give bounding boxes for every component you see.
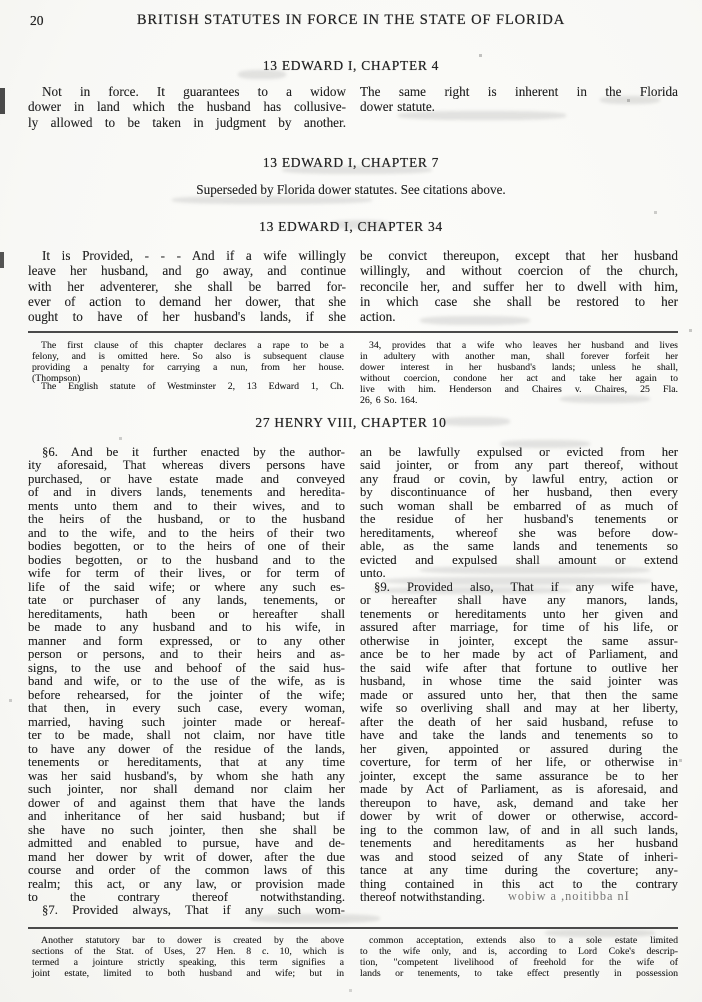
text-line: married, having such jointer made or hereaf- (28, 714, 345, 729)
bottom-footnote-right (360, 936, 678, 980)
text-line: tion, "competent livelihood of freehold for the wife of (360, 956, 678, 968)
text-line: Not in force. It guarantees to a widow (42, 84, 346, 99)
text-line: hereditaments, hath been or hereafter shall (28, 606, 345, 621)
text-line: tenements or hereditaments unto her given and (360, 606, 678, 621)
text-line: such woman shall be embarred of as much of (360, 498, 678, 513)
text-line: without coercion, condone her act and take her again to (360, 372, 678, 384)
running-header-title: BRITISH STATUTES IN FORCE IN THE STATE OF FLORIDA (136, 12, 566, 28)
text-line: realm; this act, or any law, or provision made (28, 876, 345, 891)
text-line: ance be to her made by act of Parliament, and (360, 647, 678, 662)
text-line: said jointer, or from any part thereof, without (360, 458, 678, 473)
text-line: made by Act of Parliament, as is aforesaid, and (360, 782, 678, 797)
text-line: in which case she shall be restored to her (360, 293, 678, 309)
text-line: dower statute. (360, 99, 435, 115)
text-line: It is Provided, - - - And if a wife willingly (42, 248, 346, 263)
scan-smudge (420, 316, 530, 325)
text-line: (Thompson) (32, 372, 81, 384)
text-line: and to the wife, and to the heirs of their two (28, 525, 345, 540)
text-line: common acceptation, extends also to a sole estate limited (369, 935, 678, 946)
text-line: ity aforesaid, That whereas divers persons have (28, 458, 345, 473)
scan-smudge (600, 96, 660, 104)
text-line: the residue of her husband's tenements or (360, 512, 678, 527)
text-line: ter to be made, shall not claim, nor have title (28, 728, 345, 743)
text-line: evicted and expulsed shall amount or extend (360, 552, 678, 567)
text-line: bodies begotten, or to the heirs of one of their (28, 539, 345, 554)
text-line: dower of and against them that have the lands (28, 795, 345, 810)
text-line: an be lawfully expulsed or evicted from her (360, 445, 678, 459)
text-line: 26, 6 So. 164. (360, 394, 418, 406)
scan-smudge (500, 440, 590, 448)
text-line: Another statutory bar to dower is created by the above (41, 935, 344, 946)
text-line: thing contained in this act to the contrary (360, 876, 678, 891)
scan-smudge (372, 587, 572, 594)
text-line: admitted and enabled to pursue, have and de- (28, 836, 345, 851)
text-line: band and wife, or to the use of the wife, as is (28, 674, 345, 689)
text-line: purchased, or have estate made and conveyed (28, 471, 345, 486)
text-line: §6. And be it further enacted by the author- (42, 445, 345, 459)
scan-smudge (172, 196, 372, 204)
text-line: coverture, for term of her life, or otherwise in (360, 755, 678, 770)
text-line: §7. Provided always, That if any such wom- (42, 903, 345, 918)
text-line: tate or purchaser of any lands, tenements, or (28, 593, 345, 608)
text-line: able, as the same lands and tenements so (360, 539, 678, 554)
text-line: assured after marriage, for time of his life, or (360, 620, 678, 635)
text-line: 34, provides that a wife who leaves her husband and lives (369, 340, 678, 351)
text-line: action. (360, 309, 396, 325)
text-line: providing a penalty for carrying a nun, from her house. (32, 361, 344, 373)
text-line: §9. Provided also, That if any wife have, (374, 579, 678, 594)
text-line: life of the said wife; or where any such es- (28, 579, 345, 594)
text-line: husband, in whose time the said jointer was (360, 674, 678, 689)
scan-smudge (250, 914, 380, 923)
text-line: leave her husband, and go away, and continue (28, 263, 346, 279)
text-line: ing to the common law, of and in all such lands, (360, 822, 678, 837)
text-line: be made to any husband and to his wife, in (28, 620, 345, 635)
text-line: wife so overliving shall and may at her liberty, (360, 701, 678, 716)
text-line: signs, to the use and behoof of the said hus- (28, 660, 345, 675)
scan-edge-mark (0, 88, 5, 114)
text-line: was and stood seized of any State of inheri- (360, 849, 678, 864)
text-line: willingly, and without coercion of the church, (360, 263, 678, 279)
text-line: the said wife after that fortune to outlive her (360, 660, 678, 675)
text-line: and inheritance of her said husband; but if (28, 809, 345, 824)
text-line: felony, and is omitted here. So also is subsequent clause (32, 350, 344, 362)
text-line: unto. (360, 566, 386, 581)
text-line: The English statute of Westminster 2, 13 Edward 1, Ch. (41, 381, 344, 392)
footnote-divider-rule (28, 331, 678, 333)
text-line: her given, appointed or assured during the (360, 741, 678, 756)
text-line: to the wife only, and is, according to Lord Coke's descrip- (360, 945, 678, 957)
text-line: joint estate, limited to both husband and wife; but in (32, 967, 344, 979)
text-line: ought to have of her husband's lands, if she (28, 309, 346, 325)
heading-edward1-ch34: 13 EDWARD I, CHAPTER 34 (259, 219, 443, 234)
text-line: sections of the Stat. of Uses, 27 Hen. 8 c. 10, which is (32, 945, 344, 957)
text-line: bodies begotten, or to the husband and to the (28, 552, 345, 567)
text-line: the heirs of the husband, or to the husband (28, 512, 345, 527)
scan-smudge (238, 70, 286, 79)
text-line: otherwise in jointer, except the same assur- (360, 633, 678, 648)
text-line: lands or tenements, to take effect presently in possession (360, 967, 678, 979)
text-line: The first clause of this chapter declares a rape to be a (41, 340, 344, 351)
heading-henry8-ch10: 27 HENRY VIII, CHAPTER 10 (255, 415, 447, 430)
text-line: before rehearsed, for the jointer of the wife; (28, 687, 345, 702)
scan-smudge (420, 566, 650, 574)
scan-edge-mark (0, 252, 4, 268)
text-line: or hereafter shall have any manors, lands, (360, 593, 678, 608)
scan-smudge (560, 395, 650, 403)
text-line: jointer, except the same assurance be to her (360, 768, 678, 783)
edward7-superseded-note: Superseded by Florida dower statutes. See citations above. (196, 182, 506, 197)
edward34-right-column (360, 248, 678, 324)
page-number: 20 (30, 13, 44, 28)
edward4-left-column (28, 84, 346, 130)
text-line: wife for term of their lives, or for term of (28, 566, 345, 581)
henry8-right-column (360, 446, 678, 904)
scan-smudge (382, 577, 652, 585)
scan-smudge (282, 166, 432, 174)
scan-smudge (440, 417, 510, 426)
scan-smudge (330, 220, 390, 229)
text-line: have and take the lands and tenements so to (360, 728, 678, 743)
bleedthrough-text: wobiw a ,noitibba nI (508, 889, 630, 903)
scan-specks (0, 0, 1, 1)
scan-smudge (545, 929, 655, 937)
edward34-footnote-westminster (32, 382, 344, 393)
text-line: dower by writ of dower or otherwise, accord- (360, 809, 678, 824)
text-line: after the death of her said husband, refuse to (360, 714, 678, 729)
text-line: was her said husband's, by whom she hath any (28, 768, 345, 783)
text-line: made or assured unto her, that then the same (360, 687, 678, 702)
edward34-footnote-left (32, 341, 344, 385)
text-line: ments unto them and to their wives, and to (28, 498, 345, 513)
text-line: mand her dower by writ of dower, after the due (28, 849, 345, 864)
text-line: such jointer, nor shall demand nor claim her (28, 782, 345, 797)
scan-smudge (398, 111, 566, 120)
text-line: manner and form expressed, or to any other (28, 633, 345, 648)
text-line: reconcile her, and suffer her to dwell with him, (360, 278, 678, 294)
text-line: she have no such jointer, then she shall be (28, 822, 345, 837)
heading-edward1-ch4: 13 EDWARD I, CHAPTER 4 (262, 58, 440, 73)
text-line: thereof notwithstanding. (360, 889, 486, 904)
edward34-left-column (28, 248, 346, 324)
text-line: with her adventerer, she shall be barred for- (28, 278, 346, 294)
text-line: thereupon to have, ask, demand and take her (360, 795, 678, 810)
text-line: tance at any time during the coverture; any- (360, 863, 678, 878)
text-line: tenements or hereditaments, that at any time (28, 755, 345, 770)
text-line: live with him. Henderson and Chaires v. Chaires, 25 Fla. (360, 383, 678, 395)
text-line: termed a jointure strictly speaking, this term signifies a (32, 956, 344, 968)
text-line: dower in land which the husband has collusive- (28, 99, 346, 115)
bottom-footnote-left (32, 936, 344, 980)
text-line: tenements and hereditaments as her husband (360, 836, 678, 851)
text-line: ly allowed to be taken in judgment by another. (28, 114, 346, 130)
text-line: that then, in every such case, every woman, (28, 701, 345, 716)
text-line: any fraud or covin, by lawful entry, action or (360, 471, 678, 486)
text-line: be convict thereupon, except that her husband (360, 248, 678, 263)
text-line: course and order of the common laws of this (28, 863, 345, 878)
text-line: by discontinuance of her husband, then every (360, 485, 678, 500)
text-line: hereditaments, whereof she was before dow- (360, 525, 678, 540)
text-line: ever of action to demand her dower, that she (28, 293, 346, 309)
text-line: of and in divers lands, tenements and heredita- (28, 485, 345, 500)
text-line: in adultery with another man, shall forever forfeit her (360, 350, 678, 362)
text-line: The same right is inherent in the Florida (360, 84, 678, 99)
henry8-left-column (28, 446, 345, 918)
heading-edward1-ch7: 13 EDWARD I, CHAPTER 7 (262, 155, 440, 170)
text-line: to have any dower of the residue of the lands, (28, 741, 345, 756)
text-line: dower interest in her husband's lands; unless he shall, (360, 361, 678, 373)
text-line: to the contrary thereof notwithstanding. (28, 889, 345, 904)
text-line: person or persons, and to their heirs and as- (28, 647, 345, 662)
